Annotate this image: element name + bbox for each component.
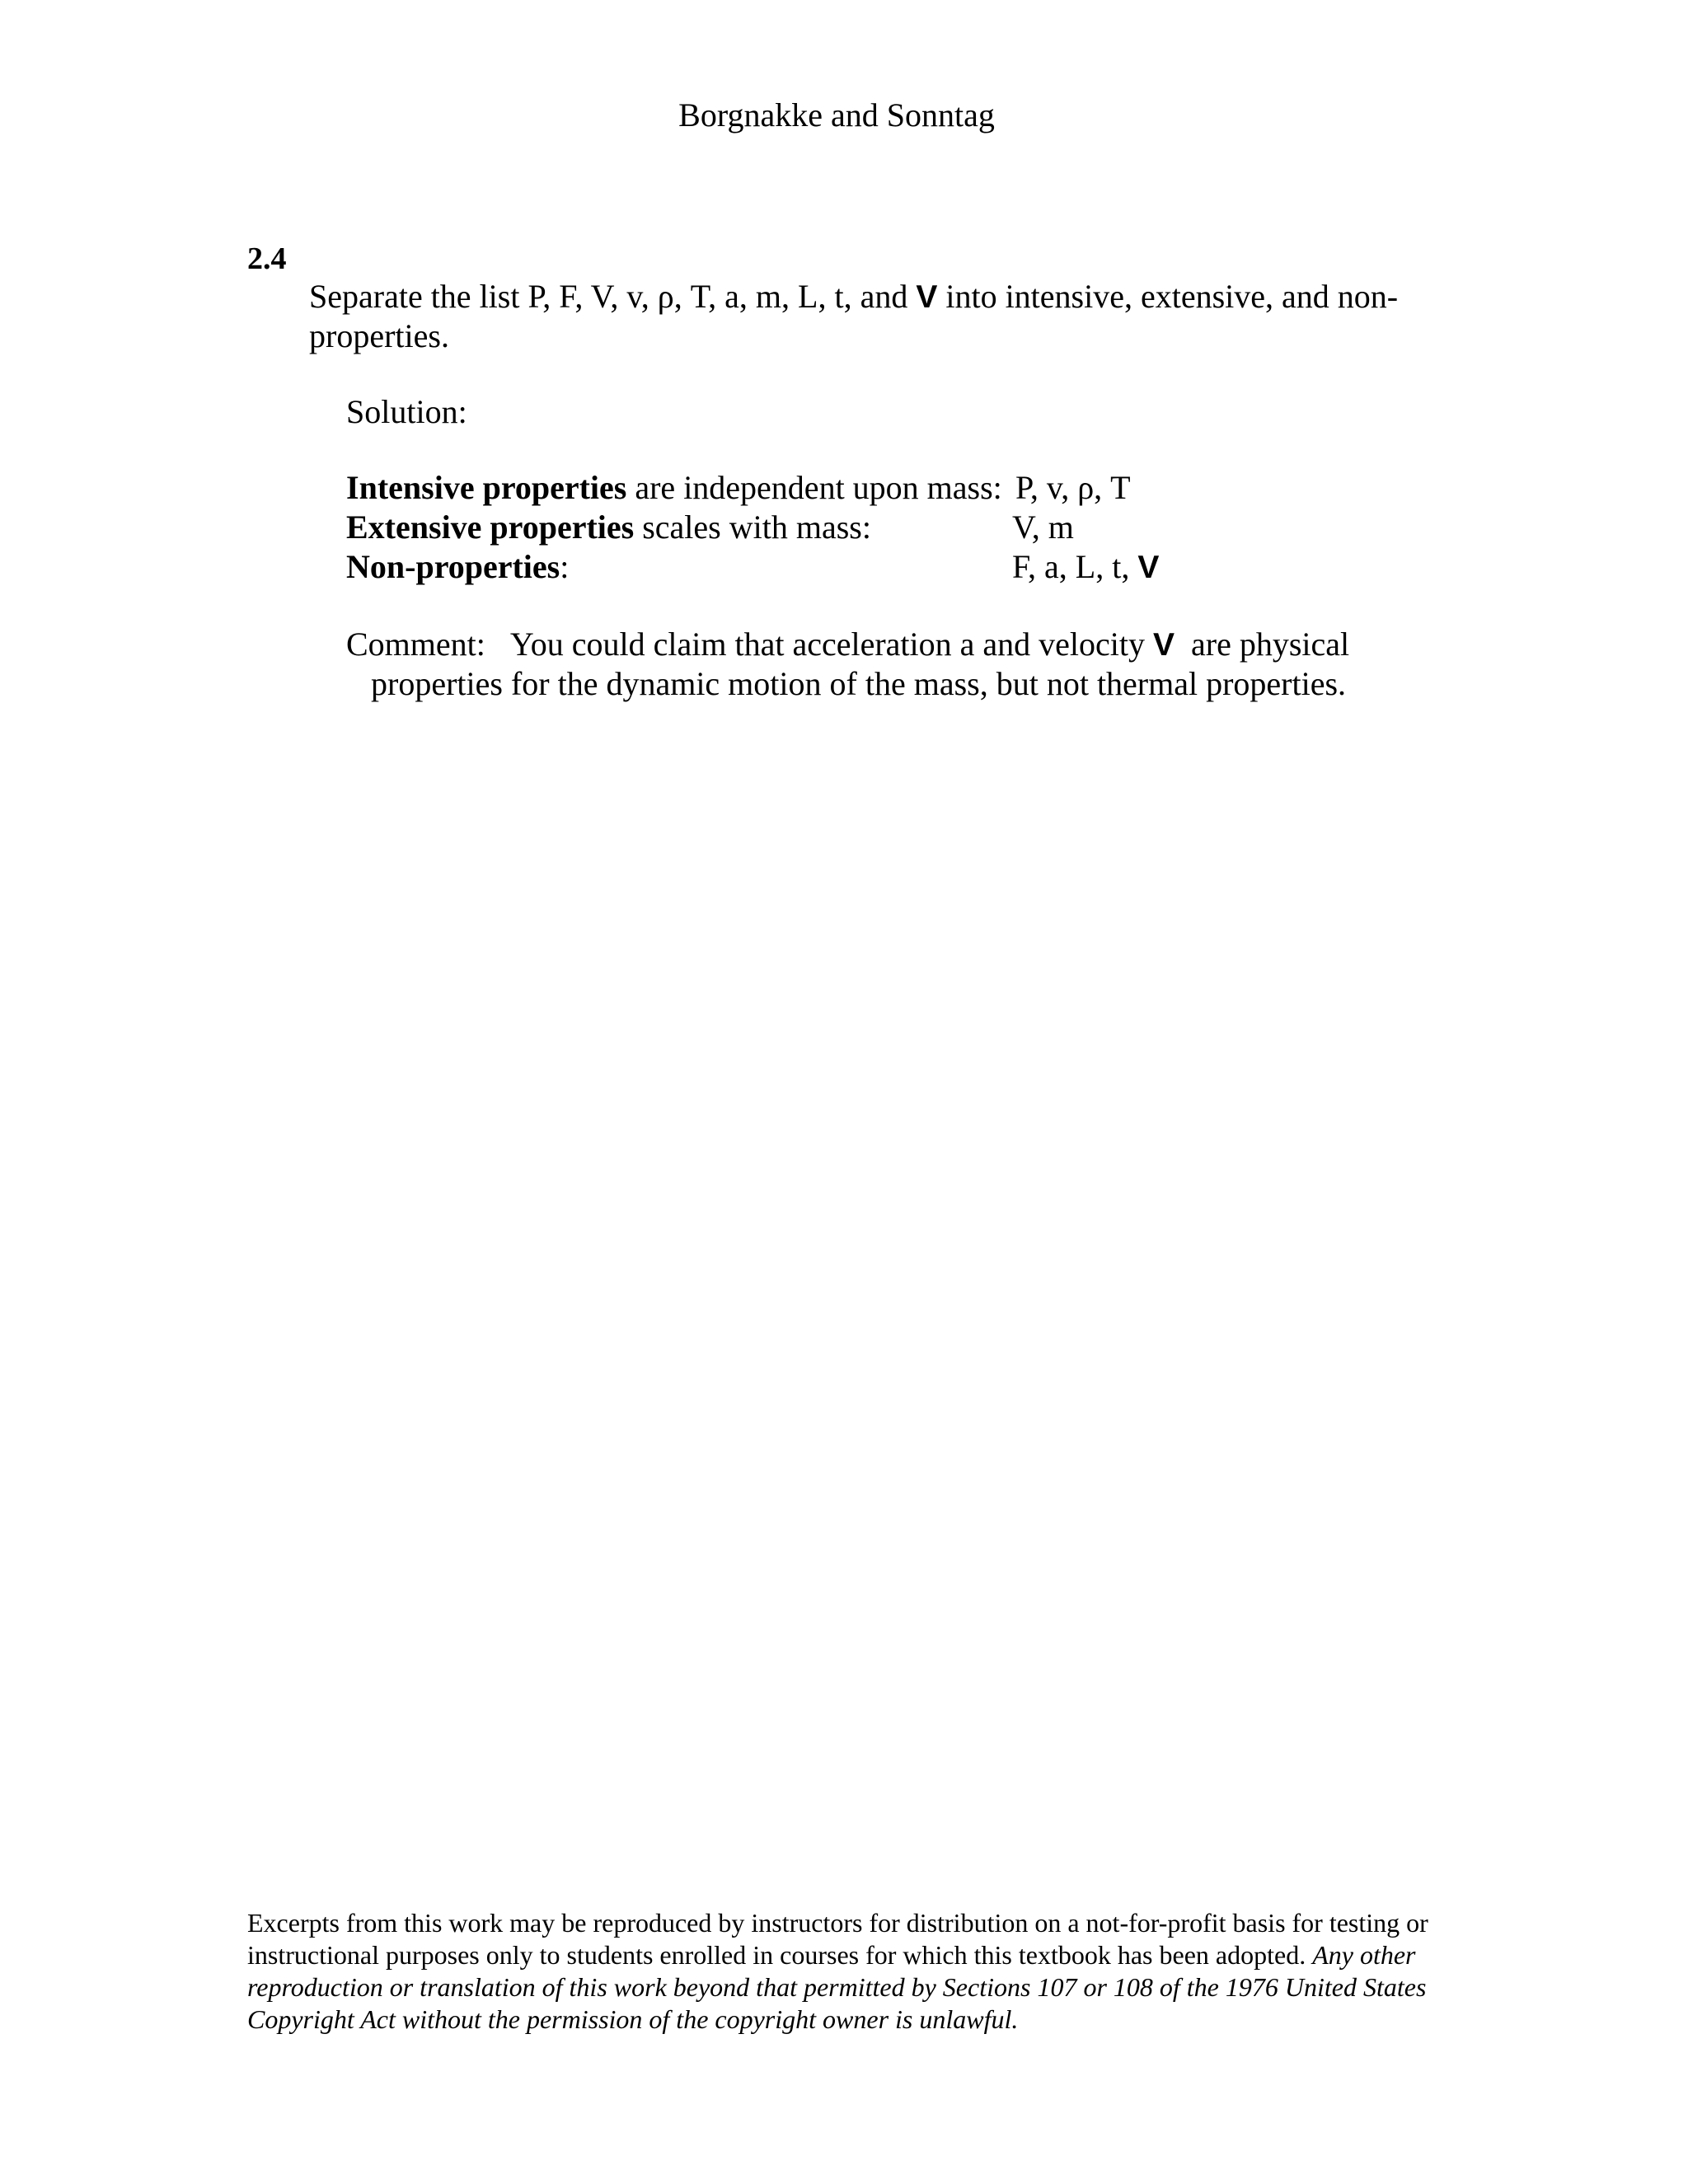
nonproperties-velocity-symbol: V bbox=[1137, 550, 1160, 585]
question-text-part2: into intensive, extensive, and non-properties. bbox=[309, 278, 1399, 354]
nonproperties-values bbox=[1012, 547, 1159, 588]
intensive-row bbox=[346, 468, 1002, 508]
comment-velocity-symbol: V bbox=[1153, 627, 1175, 663]
nonproperties-row bbox=[346, 547, 569, 587]
page-header: Borgnakke and Sonntag bbox=[678, 96, 995, 134]
extensive-term: Extensive properties bbox=[346, 509, 635, 546]
intensive-values: P, v, ρ, T bbox=[1015, 469, 1131, 506]
problem-number: 2.4 bbox=[247, 241, 287, 276]
problem-question bbox=[309, 277, 1447, 355]
copyright-footer bbox=[247, 1907, 1451, 2036]
intensive-term: Intensive properties bbox=[346, 469, 627, 506]
comment-text-part1: You could claim that acceleration a and velocity bbox=[509, 626, 1154, 663]
question-velocity-symbol: V bbox=[916, 279, 938, 315]
comment-line-2: properties for the dynamic motion of the mass, but not thermal properties. bbox=[371, 665, 1347, 702]
nonproperties-values-text: F, a, L, t, bbox=[1012, 548, 1138, 585]
footer-regular-text: Excerpts from this work may be reproduced by instructors for distribution on a not-for-profit basis for testing or instructional purposes only to students enrolled in courses for which this textbook has been adopted. bbox=[247, 1908, 1428, 1970]
comment-block bbox=[346, 625, 1349, 703]
extensive-description: scales with mass: bbox=[634, 509, 871, 546]
nonproperties-description: : bbox=[560, 548, 570, 585]
comment-line-1 bbox=[346, 625, 1349, 664]
comment-text-part2: are physical bbox=[1175, 626, 1350, 663]
extensive-row bbox=[346, 508, 871, 547]
question-text-part1: Separate the list P, F, V, v, ρ, T, a, m, L, t, and bbox=[309, 278, 917, 315]
nonproperties-term: Non-properties bbox=[346, 548, 560, 585]
extensive-values: V, m bbox=[1012, 509, 1074, 546]
footer-italic-text: Any other reproduction or translation of this work beyond that permitted by Sections 107 or 108 of the 1976 United States Copyright Act without the permission of the copyright owner is unlawful. bbox=[247, 1940, 1427, 2034]
comment-label: Comment: bbox=[346, 626, 485, 663]
solution-label: Solution: bbox=[346, 393, 467, 430]
intensive-description: are independent upon mass: bbox=[626, 469, 1002, 506]
